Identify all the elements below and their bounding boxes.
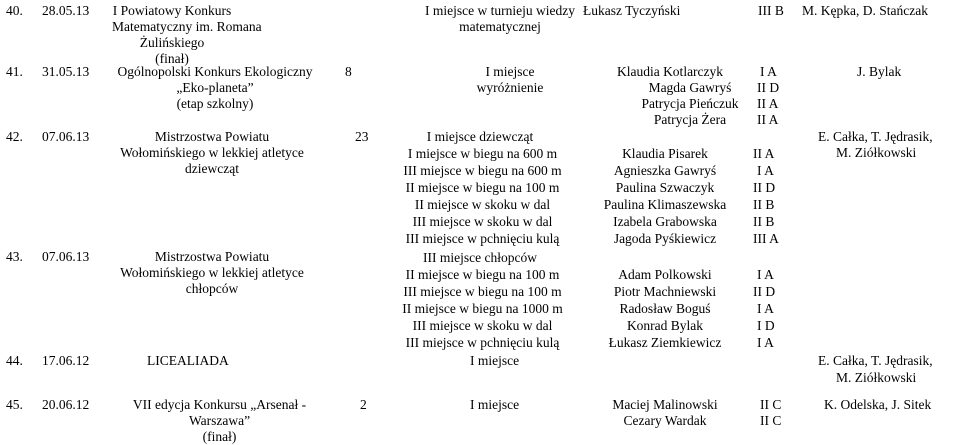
row-date: 20.06.12 <box>42 397 90 412</box>
result-header: III miejsce chłopców <box>423 250 537 265</box>
result-text: I miejsce <box>470 353 520 368</box>
student-name: Maciej Malinowski <box>612 397 718 412</box>
result-text: I miejsce <box>470 397 520 412</box>
student-name: Jagoda Pyśkiewicz <box>613 231 717 246</box>
contest-name: I Powiatowy Konkurs <box>112 3 232 18</box>
teacher-name: E. Całka, T. Jędrasik, <box>818 353 933 368</box>
class-label: II B <box>753 197 775 212</box>
row-date: 07.06.13 <box>42 129 90 144</box>
student-name: Paulina Szwaczyk <box>615 180 715 195</box>
class-label: II D <box>757 80 780 95</box>
result-text: III miejsce w pchnięciu kulą <box>405 231 560 246</box>
contest-name: Ogólnopolski Konkurs Ekologiczny <box>117 64 313 79</box>
participant-count: 8 <box>345 64 352 79</box>
class-label: II C <box>760 397 782 412</box>
participant-count: 2 <box>360 397 367 412</box>
result-text: II miejsce w biegu na 100 m <box>405 267 560 282</box>
student-name: Izabela Grabowska <box>613 214 717 229</box>
class-label: II B <box>753 214 775 229</box>
class-label: II A <box>757 96 779 111</box>
result-text: matematycznej <box>459 19 541 34</box>
result-text: II miejsce w biegu na 1000 m <box>402 301 563 316</box>
class-label: II A <box>753 146 775 161</box>
row-number: 45. <box>6 397 23 412</box>
class-label: II A <box>757 112 779 127</box>
contest-name: Wołomińskiego w lekkiej atletyce <box>120 145 304 160</box>
student-name: Cezary Wardak <box>623 413 707 428</box>
teacher-name: K. Odelska, J. Sitek <box>824 397 932 412</box>
participant-count: 23 <box>355 129 369 144</box>
student-name: Łukasz Tyczyński <box>583 3 681 18</box>
result-text: III miejsce w skoku w dal <box>412 214 553 229</box>
teacher-name: M. Ziółkowski <box>836 145 917 160</box>
contest-name: dziewcząt <box>185 161 239 176</box>
contest-name: Mistrzostwa Powiatu <box>154 249 270 264</box>
student-name: Adam Polkowski <box>618 267 712 282</box>
result-text: I miejsce w biegu na 600 m <box>407 146 558 161</box>
student-name: Patrycja Pieńczuk <box>641 96 739 111</box>
result-text: wyróżnienie <box>476 80 544 95</box>
class-label: I A <box>757 163 774 178</box>
contest-name: (etap szkolny) <box>176 96 254 111</box>
class-label: I A <box>757 267 774 282</box>
student-name: Piotr Machniewski <box>613 284 717 299</box>
result-header: I miejsce dziewcząt <box>426 129 534 144</box>
result-text: III miejsce w biegu na 600 m <box>403 163 562 178</box>
contest-name: VII edycja Konkursu „Arsenał - <box>132 397 307 412</box>
row-number: 42. <box>6 129 23 144</box>
result-text: III miejsce w biegu na 100 m <box>403 284 562 299</box>
result-text: I miejsce w turnieju wiedzy <box>425 3 575 18</box>
student-name: Magda Gawryś <box>648 80 732 95</box>
result-text: III miejsce w pchnięciu kulą <box>405 335 560 350</box>
contest-name: (finał) <box>155 51 189 66</box>
class-label: I A <box>757 301 774 316</box>
result-text: II miejsce w biegu na 100 m <box>405 180 560 195</box>
class-label: III B <box>758 3 784 18</box>
row-number: 43. <box>6 249 23 264</box>
row-date: 17.06.12 <box>42 353 90 368</box>
contest-name: LICEALIADA <box>147 353 229 368</box>
teacher-name: J. Bylak <box>857 64 902 79</box>
result-text: I miejsce <box>485 64 535 79</box>
class-label: I D <box>757 318 775 333</box>
contest-name: „Eko-planeta” <box>176 80 254 95</box>
contest-name: Matematyczny im. Romana <box>112 19 262 34</box>
contest-name: Wołomińskiego w lekkiej atletyce <box>120 265 304 280</box>
student-name: Patrycja Żera <box>653 112 727 127</box>
class-label: II D <box>753 284 776 299</box>
class-label: III A <box>753 231 779 246</box>
teacher-name: M. Kępka, D. Stańczak <box>802 3 928 18</box>
student-name: Radosław Boguś <box>619 301 711 316</box>
contest-name: chłopców <box>185 281 239 296</box>
class-label: II D <box>753 180 776 195</box>
contest-name: Warszawa” <box>188 413 251 428</box>
row-date: 28.05.13 <box>42 3 90 18</box>
class-label: I A <box>760 64 777 79</box>
student-name: Klaudia Pisarek <box>622 146 708 161</box>
row-number: 40. <box>6 3 23 18</box>
result-text: III miejsce w skoku w dal <box>412 318 553 333</box>
student-name: Agnieszka Gawryś <box>613 163 717 178</box>
row-date: 07.06.13 <box>42 249 90 264</box>
teacher-name: M. Ziółkowski <box>836 370 917 385</box>
row-number: 44. <box>6 353 23 368</box>
class-label: II C <box>760 413 782 428</box>
student-name: Konrad Bylak <box>626 318 704 333</box>
class-label: I A <box>757 335 774 350</box>
teacher-name: E. Całka, T. Jędrasik, <box>818 129 933 144</box>
row-date: 31.05.13 <box>42 64 90 79</box>
student-name: Klaudia Kotlarczyk <box>616 64 724 79</box>
result-text: II miejsce w skoku w dal <box>414 197 551 212</box>
student-name: Paulina Klimaszewska <box>603 197 727 212</box>
student-name: Łukasz Ziemkiewicz <box>608 335 722 350</box>
contest-name: Żulińskiego <box>139 35 205 50</box>
contest-name: (finał) <box>202 429 237 444</box>
contest-name: Mistrzostwa Powiatu <box>154 129 270 144</box>
row-number: 41. <box>6 64 23 79</box>
